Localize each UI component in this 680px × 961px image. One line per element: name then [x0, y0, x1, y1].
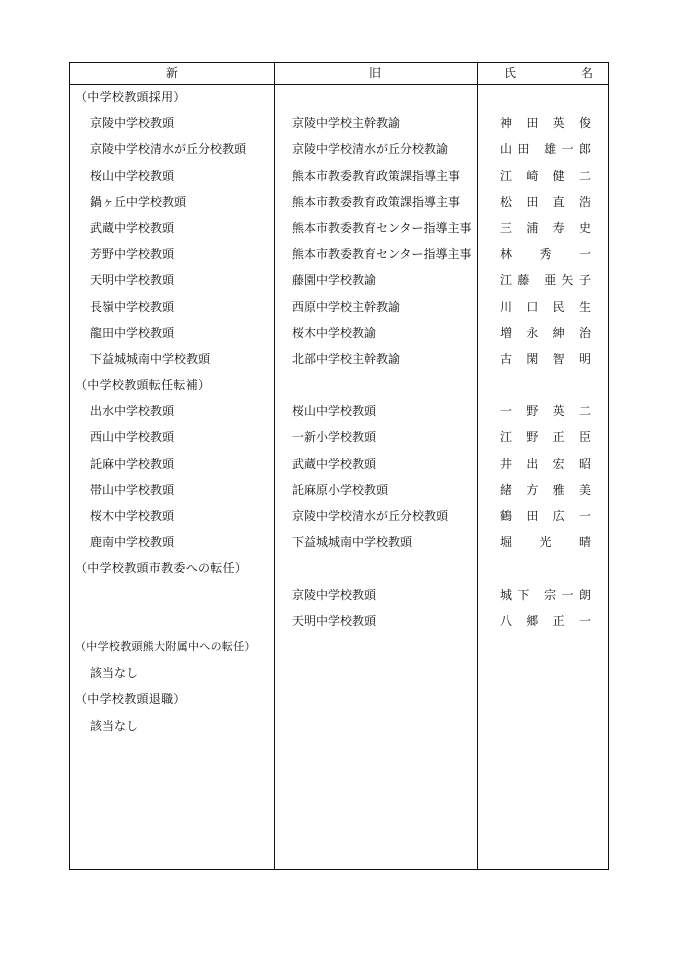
- new-position: 桜山中学校教頭: [90, 168, 175, 183]
- table-row: [70, 425, 608, 451]
- old-position: 武蔵中学校教頭: [292, 456, 377, 471]
- old-position: 桜木中学校教諭: [292, 325, 377, 340]
- old-position: 一新小学校教頭: [292, 430, 377, 445]
- person-name: 松 田 直 浩: [500, 194, 591, 209]
- person-name: 江 崎 健 二: [500, 168, 591, 183]
- section-heading: （中学校教頭採用）: [75, 90, 186, 104]
- old-position: 熊本市教委教育政策課指導主事: [292, 194, 461, 209]
- person-name: 城下 宗一朗: [500, 587, 591, 602]
- table-row: [70, 111, 608, 137]
- table-row: [70, 242, 608, 268]
- table-row: [70, 714, 608, 740]
- table-row: [70, 399, 608, 425]
- old-position: 京陵中学校主幹教諭: [292, 116, 401, 131]
- section-heading: （中学校教頭熊大附属中への転任）: [75, 639, 256, 653]
- table-body: [70, 85, 608, 740]
- table-row: [70, 190, 608, 216]
- table-row: [70, 609, 608, 635]
- new-position: 天明中学校教頭: [90, 273, 175, 288]
- person-name: 神 田 英 俊: [500, 116, 591, 131]
- person-name: 堀 光 晴: [500, 535, 591, 550]
- person-name: 川 口 民 生: [500, 299, 591, 314]
- new-position: 芳野中学校教頭: [90, 247, 175, 262]
- person-name: 古 閑 智 明: [500, 351, 591, 366]
- table-row: [70, 295, 608, 321]
- old-position: 熊本市教委教育センター指導主事: [292, 220, 472, 235]
- personnel-table: [69, 62, 609, 870]
- old-position: 京陵中学校清水が丘分校教諭: [292, 142, 449, 157]
- section-heading: （中学校教頭退職）: [75, 692, 186, 707]
- header-new: 新: [165, 66, 179, 80]
- new-position: 西山中学校教頭: [90, 430, 175, 445]
- section-heading-row: [70, 85, 608, 111]
- header-old: 旧: [368, 66, 382, 80]
- person-name: 一 野 英 二: [500, 404, 591, 419]
- old-position: 天明中学校教頭: [292, 613, 377, 628]
- new-position: 帯山中学校教頭: [90, 482, 175, 497]
- table-row: [70, 321, 608, 347]
- old-position: 下益城城南中学校教頭: [292, 535, 413, 550]
- table-row: [70, 504, 608, 530]
- section-heading: （中学校教頭転任転補）: [75, 378, 211, 393]
- person-name: 江藤 亜矢子: [500, 273, 591, 288]
- section-heading-row: [70, 556, 608, 582]
- table-row: [70, 164, 608, 190]
- old-position: 熊本市教委教育政策課指導主事: [292, 168, 461, 183]
- new-position: 該当なし: [90, 666, 139, 681]
- new-position: 託麻中学校教頭: [90, 456, 175, 471]
- new-position: 鹿南中学校教頭: [90, 535, 175, 550]
- header-name-first: 氏: [504, 66, 517, 80]
- new-position: 出水中学校教頭: [90, 404, 175, 419]
- person-name: 緒 方 雅 美: [500, 482, 591, 497]
- header-name-second: 名: [581, 66, 594, 80]
- person-name: 三 浦 寿 史: [500, 220, 591, 235]
- section-heading-row: [70, 687, 608, 713]
- old-position: 桜山中学校教頭: [292, 404, 377, 419]
- table-row: [70, 478, 608, 504]
- person-name: 鶴 田 広 一: [500, 509, 591, 523]
- table-row: [70, 530, 608, 556]
- new-position: 下益城城南中学校教頭: [90, 351, 211, 366]
- old-position: 北部中学校主幹教諭: [292, 351, 401, 366]
- new-position: 桜木中学校教頭: [90, 509, 175, 523]
- table-row: [70, 347, 608, 373]
- new-position: 長嶺中学校教頭: [90, 299, 175, 314]
- person-name: 江 野 正 臣: [500, 430, 591, 445]
- old-position: 京陵中学校清水が丘分校教頭: [292, 509, 449, 523]
- new-position: 鍋ヶ丘中学校教頭: [90, 194, 187, 209]
- new-position: 該当なし: [90, 718, 139, 733]
- new-position: 京陵中学校教頭: [90, 116, 175, 131]
- new-position: 京陵中学校清水が丘分校教頭: [90, 142, 247, 157]
- old-position: 京陵中学校教頭: [292, 587, 377, 602]
- person-name: 山田 雄一郎: [500, 142, 591, 157]
- table-row: [70, 268, 608, 294]
- person-name: 林 秀 一: [500, 247, 591, 262]
- old-position: 託麻原小学校教頭: [292, 482, 389, 497]
- table-row: [70, 452, 608, 478]
- section-heading: （中学校教頭市教委への転任）: [75, 561, 248, 576]
- person-name: 八 郷 正 一: [500, 613, 591, 628]
- old-position: 西原中学校主幹教諭: [292, 299, 401, 314]
- person-name: 増 永 紳 治: [500, 325, 591, 340]
- table-row: [70, 216, 608, 242]
- section-heading-row: [70, 635, 608, 661]
- table-row: [70, 137, 608, 163]
- table-row: [70, 583, 608, 609]
- old-position: 熊本市教委教育センター指導主事: [292, 247, 472, 262]
- new-position: 武蔵中学校教頭: [90, 220, 175, 235]
- person-name: 井 出 宏 昭: [500, 456, 591, 471]
- old-position: 藤園中学校教諭: [292, 273, 377, 288]
- new-position: 龍田中学校教頭: [90, 325, 175, 340]
- section-heading-row: [70, 373, 608, 399]
- table-row: [70, 661, 608, 687]
